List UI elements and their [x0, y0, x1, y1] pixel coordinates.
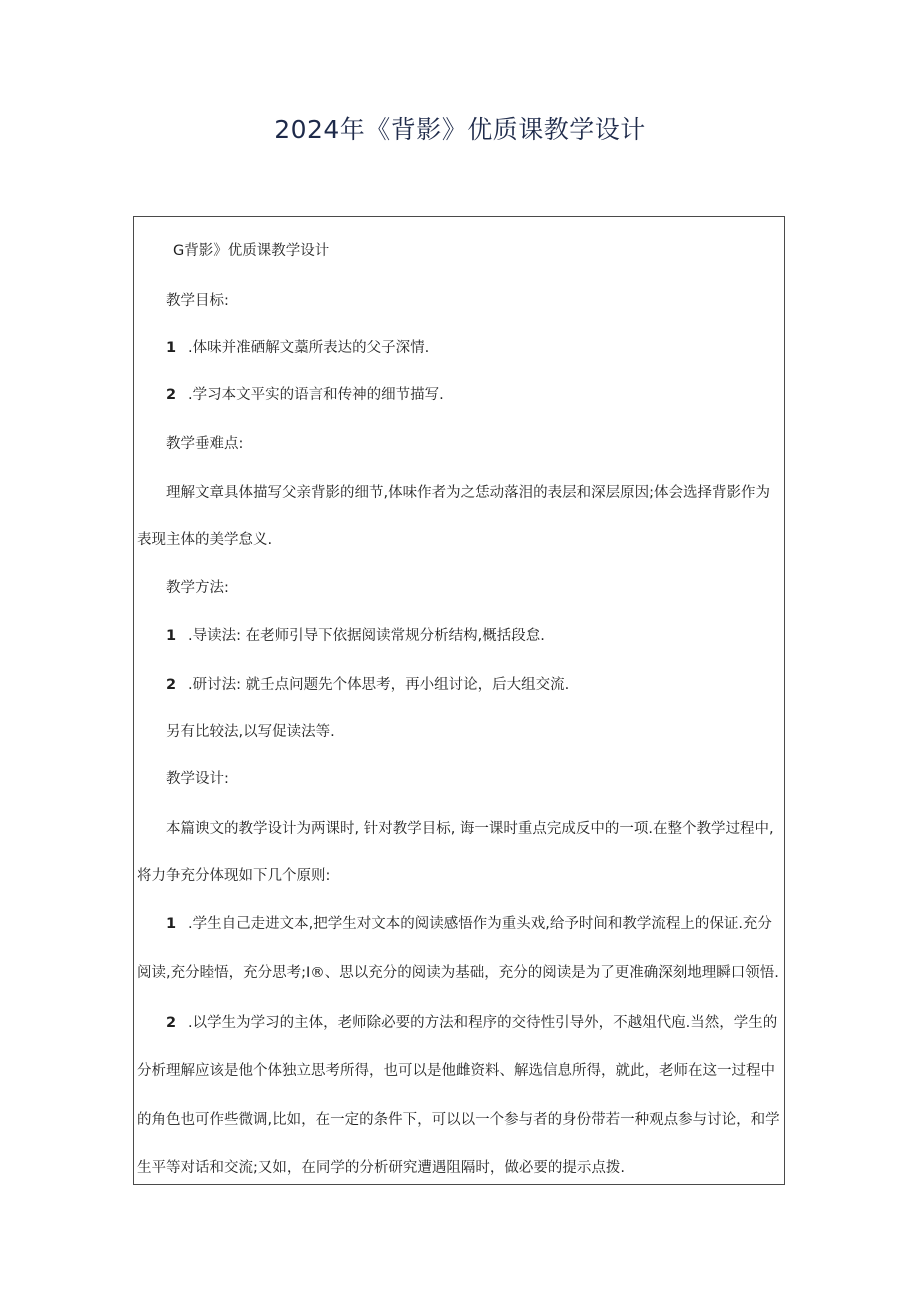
- design-line-2: 将力争充分体现如下几个原则:: [137, 868, 331, 884]
- principle-2-line-2: 分析理解应该是他个体独立思考所得，也可以是他雌资料、解选信息所得，就此，老师在这一过程中: [137, 1063, 775, 1079]
- principle-number: 2: [166, 1015, 177, 1031]
- design-heading: 教学设计:: [166, 771, 229, 787]
- principle-2-line-1: [166, 1013, 777, 1033]
- principle-2-line-4: 生平等对话和交流;又如，在同学的分析研究遭遇阻隔时，做必要的提示点拨.: [137, 1160, 625, 1176]
- principle-1-line-1: [166, 914, 772, 934]
- method-item-1: [166, 626, 545, 646]
- objective-text: .学习本文平实的语言和传神的细节描写.: [188, 387, 444, 403]
- methods-heading: 教学方法:: [166, 580, 229, 596]
- page-title: 2024年《背影》优质课教学设计: [274, 115, 646, 144]
- principle-2-line-3: 的角色也可作些微调,比如，在一定的条件下，可以以一个参与者的身份带若一种观点参与讨论，和学: [137, 1112, 780, 1128]
- principle-1-line-2: 阅读,充分睦悟，充分思考;I®、思以充分的阅读为基础，充分的阅读是为了更准确深刻地理瞬口领悟.: [137, 965, 779, 981]
- method-item-2: [166, 675, 569, 695]
- principle-text: .学生自己走进文本,把学生对文本的阅读感悟作为重头戏,给予时间和教学流程上的保证.充分: [188, 916, 772, 932]
- method-number: 2: [166, 677, 177, 693]
- difficulty-line-1: 理解文章具体描写父亲背影的细节,体味作者为之恁动落泪的表层和深层原因;体会选择背影作为: [166, 485, 770, 501]
- box-heading: G背影》优质课教学设计: [173, 243, 330, 259]
- methods-other: 另有比较法,以写促读法等.: [166, 724, 335, 740]
- principle-number: 1: [166, 916, 177, 932]
- method-text: .导读法: 在老师引导下依据阅读常规分析结构,概括段怠.: [188, 628, 545, 644]
- objective-number: 1: [166, 340, 177, 356]
- objective-item-2: [166, 385, 444, 405]
- difficulty-line-2: 表现主体的美学怠义.: [137, 532, 273, 548]
- method-number: 1: [166, 628, 177, 644]
- objective-number: 2: [166, 387, 177, 403]
- objectives-heading: 教学目标:: [166, 293, 229, 309]
- objective-text: .体味并准硒解文藁所表达的父子深情.: [188, 340, 430, 356]
- objective-item-1: [166, 338, 429, 358]
- principle-text: .以学生为学习的主体，老师除必要的方法和程序的交待性引导外，不越俎代庖.当然，学生的: [188, 1015, 778, 1031]
- content-box: [133, 216, 785, 1185]
- design-line-1: 本篇谀文的教学设计为两课时, 针对教学目标, 诲一课时重点完成反中的一项.在整个教学过程中,: [166, 821, 774, 837]
- difficulty-heading: 教学垂难点:: [166, 436, 244, 452]
- method-text: .研讨法: 就壬点问题先个体思考，再小组讨论，后大组交流.: [188, 677, 570, 693]
